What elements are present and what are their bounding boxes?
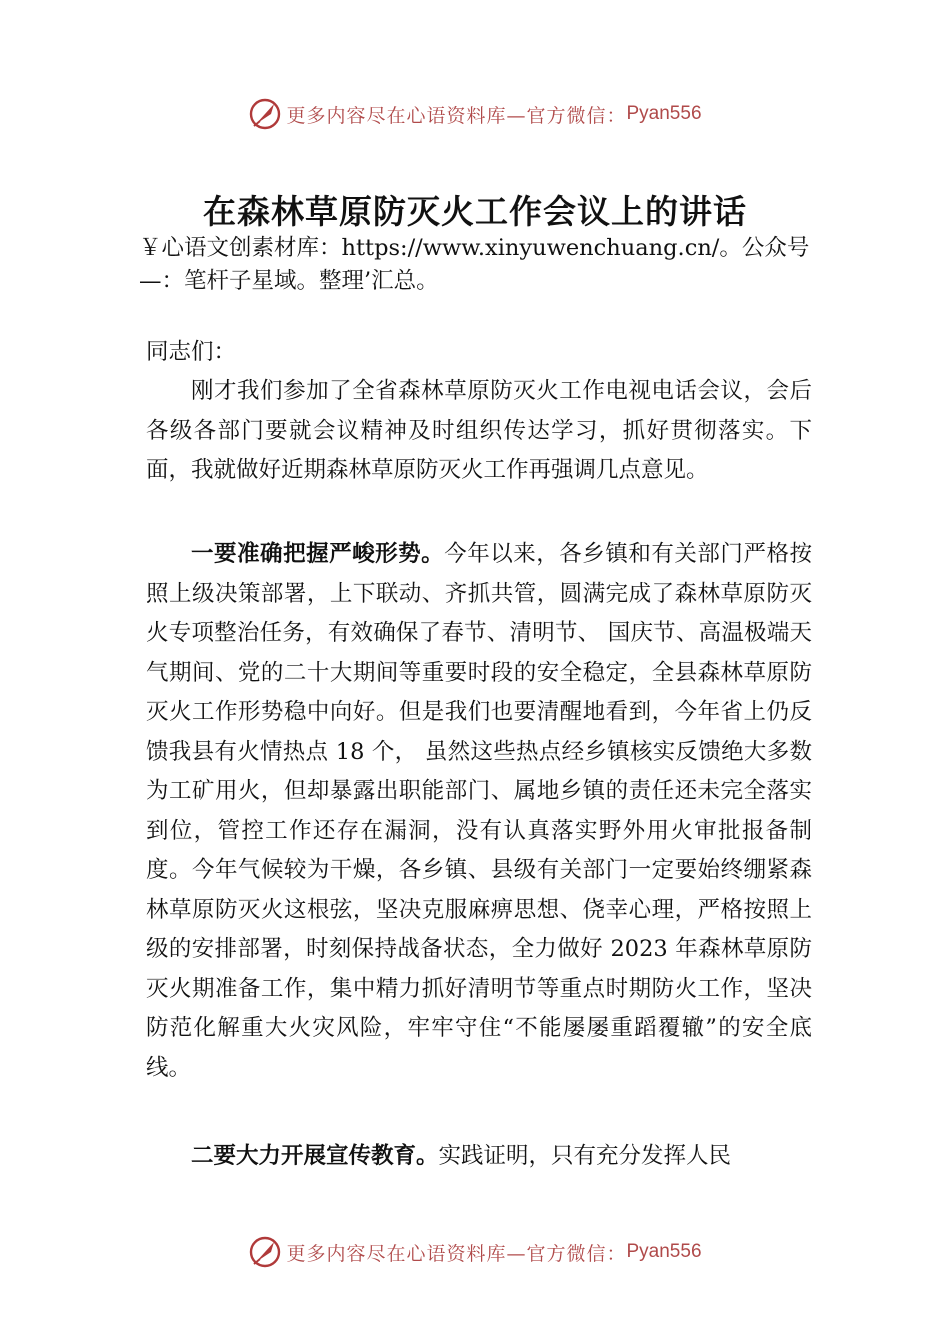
section-2-text: 实践证明，只有充分发挥人民 (438, 1143, 732, 1169)
paragraph-intro: 刚才我们参加了全省森林草原防灭火工作电视电话会议，会后各级各部门要就会议精神及时组织传达学习，抓好贯彻落实。下面，我就做好近期森林草原防灭火工作再强调几点意见。 (146, 378, 812, 483)
banner-wechat-id: Pyan556 (626, 1241, 702, 1262)
watermark-banner-top (0, 94, 950, 134)
quill-logo-icon (248, 97, 282, 131)
paragraph-section-2 (146, 1137, 812, 1177)
paragraph-section-1 (146, 535, 812, 1088)
section-1-text: 今年以来，各乡镇和有关部门严格按照上级决策部署，上下联动、齐抓共管，圆满完成了森林草原防灭火专项整治任务，有效确保了春节、清明节、 国庆节、高温极端天气期间、党的二十大期间等重要时段的安全稳定，全县森林草原防灭火工作形势稳中向好。但是我们也要清醒地看到，今年省上仍反馈我县有火情热点 18 个， 虽然这些热点经乡镇核实反馈绝大多数为工矿用火，但却暴露出职能部门、属地乡镇的责任还未完全落实到位，管控工作还存在漏洞，没有认真落实野外用火审批报备制度。今年气候较为干燥，各乡镇、县级有关部门一定要始终绷紧森林草原防灭火这根弦，坚决克服麻痹思想、侥幸心理，严格按照上级的安排部署，时刻保持战备状态，全力做好 2023 年森林草原防灭火期准备工作，集中精力抓好清明节等重点时期防火工作，坚决防范化解重大火灾风险，牢牢守住“不能屡屡重蹈覆辙”的安全底线。 (146, 541, 812, 1081)
section-1-lead: 一要准确把握严峻形势。 (191, 541, 445, 567)
source-line: ￥心语文创素材库：https://www.xinyuwenchuang.cn/。公众号—：笔杆子星域。整理’汇总。 (139, 235, 810, 294)
document-title: 在森林草原防灭火工作会议上的讲话 (203, 192, 747, 231)
greeting: 同志们： (146, 339, 237, 365)
banner-wechat-id: Pyan556 (626, 103, 702, 124)
watermark-banner-bottom (0, 1232, 950, 1272)
section-2-lead: 二要大力开展宣传教育。 (191, 1143, 439, 1169)
banner-text: 更多内容尽在心语资料库—官方微信： (286, 1242, 627, 1265)
quill-logo-icon (248, 1235, 282, 1269)
banner-text: 更多内容尽在心语资料库—官方微信： (286, 104, 627, 127)
